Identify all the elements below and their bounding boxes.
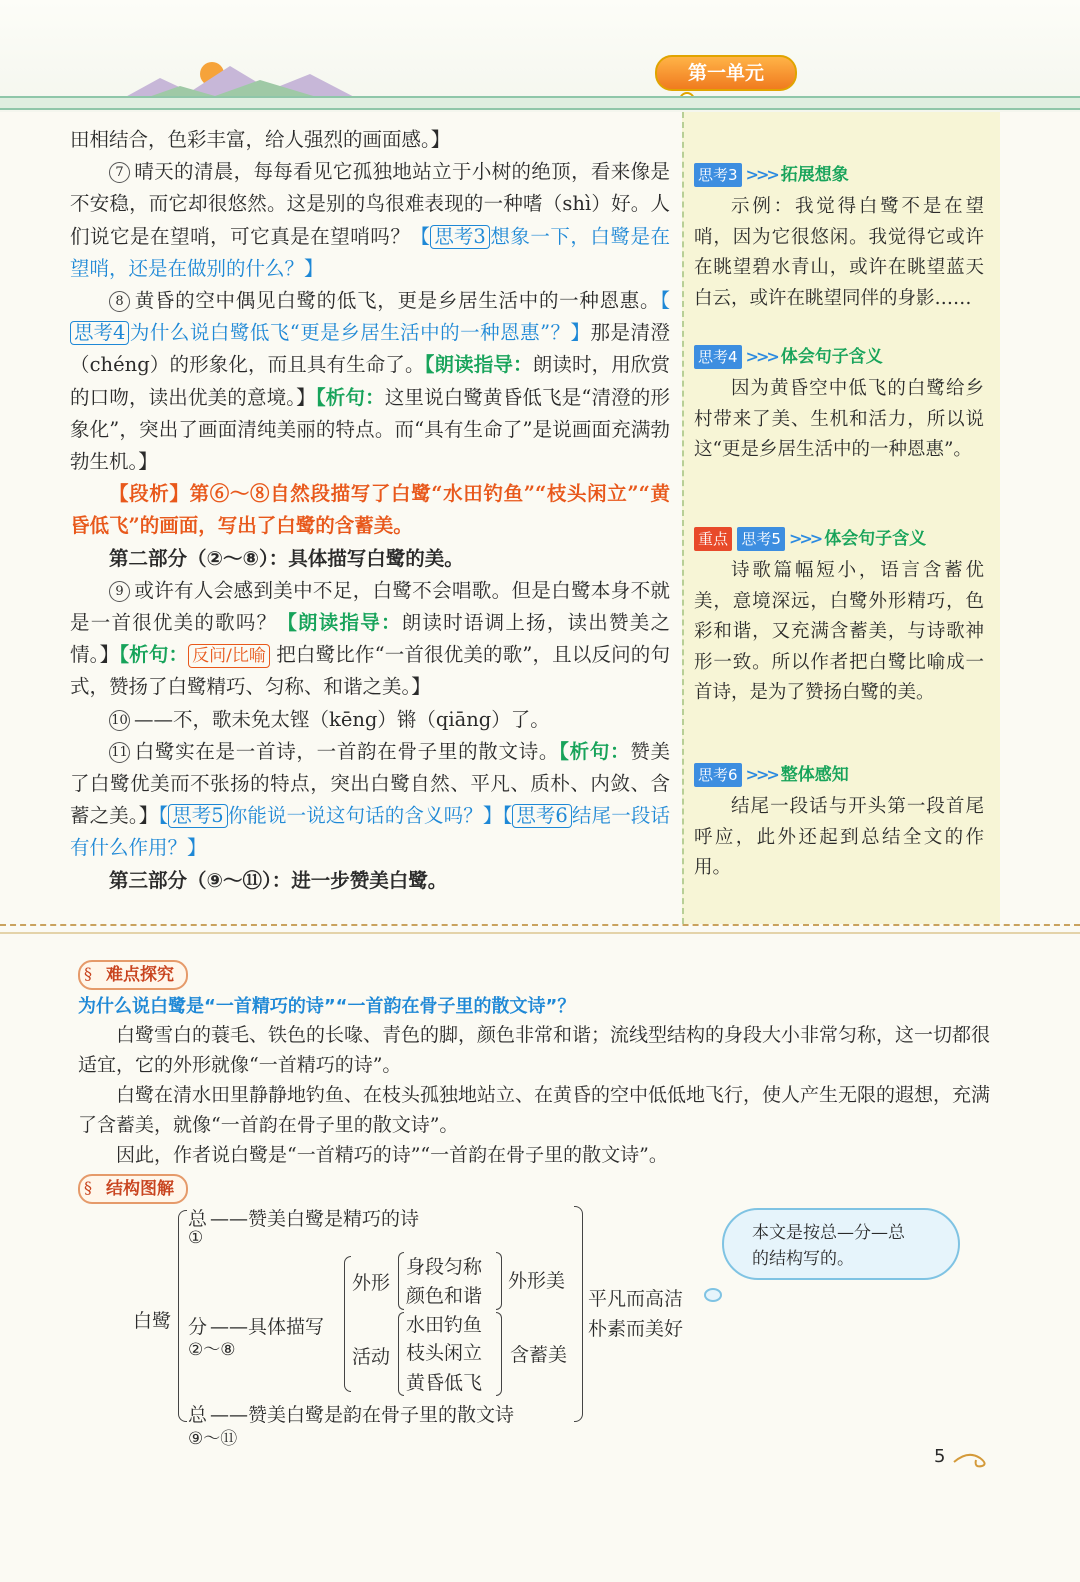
tip-line: 本文是按总—分—总 bbox=[752, 1223, 905, 1243]
tree-brace bbox=[496, 1252, 502, 1310]
think-tag: 思考3 bbox=[694, 163, 742, 187]
tree-brace bbox=[344, 1256, 351, 1392]
tree-yanse: 颜色和谐 bbox=[406, 1285, 483, 1307]
tree-waixingmei: 外形美 bbox=[508, 1270, 566, 1292]
paragraph-text: 白鹭实在是一首诗，一首韵在骨子里的散文诗。 bbox=[134, 739, 560, 763]
paragraph-number: 8 bbox=[109, 291, 130, 312]
reading-guide-text: 朗读时，用欣赏的口吻，读出优美的意境。】 bbox=[70, 353, 670, 409]
tree-xianli: 枝头闲立 bbox=[406, 1342, 483, 1364]
scroll-icon: § bbox=[84, 1178, 92, 1197]
arrows-icon: >>> bbox=[788, 529, 821, 548]
part-3-summary: 第三部分（⑨～⑪）：进一步赞美白鹭。 bbox=[109, 868, 448, 892]
part-2-summary: 第二部分（②～⑧）：具体描写白鹭的美。 bbox=[109, 546, 464, 570]
arrows-icon: >>> bbox=[745, 347, 777, 366]
tree-brace bbox=[178, 1210, 187, 1422]
analysis-label: 【析句： bbox=[559, 739, 631, 763]
paragraph-number: 10 bbox=[109, 710, 130, 731]
arrows-icon: >>> bbox=[745, 165, 777, 184]
note-body: 诗歌篇幅短小，语言含蓄优美，意境深远，白鹭外形精巧，色彩和谐，又充满含蓄美，与诗歌神形一致。所以作者把白鹭比喻成一首诗，是为了赞扬白鹭的美。 bbox=[694, 560, 984, 703]
paragraph-text: 黄昏的空中偶见白鹭的低飞，更是乡居生活中的一种恩惠。 bbox=[134, 289, 661, 313]
tree-zong-2-paras: ⑨～⑪ bbox=[188, 1429, 238, 1449]
answer-paragraph: 白鹭雪白的蓑毛、铁色的长喙、青色的脚，颜色非常和谐；流线型结构的身段大小非常匀称，这一切都很适宜，它的外形就像“一首精巧的诗”。 bbox=[78, 1024, 991, 1076]
tree-waixing: 外形 bbox=[352, 1272, 391, 1294]
think-tag: 思考4 bbox=[694, 345, 742, 369]
think-tag: 思考3 bbox=[430, 225, 489, 249]
swirl-icon bbox=[952, 1448, 994, 1468]
section-analysis-text: 第⑥～⑧自然段描写了白鹭“水田钓鱼”“枝头闲立”“黄昏低飞”的画面，写出了白鹭的含蓄美。 bbox=[70, 482, 670, 538]
tree-brace bbox=[398, 1312, 404, 1396]
rhetoric-tag: 反问/比喻 bbox=[188, 644, 270, 668]
paragraph-number: 9 bbox=[109, 581, 130, 602]
analysis-text: 把白鹭比作“一首很优美的歌”，且以反问的句式，赞扬了白鹭精巧、匀称、和谐之美。】 bbox=[70, 643, 670, 699]
analysis-label: 【析句： bbox=[119, 643, 189, 667]
tree-result-1: 平凡而高洁 bbox=[588, 1288, 684, 1310]
tree-zong-1-para: ① bbox=[188, 1228, 204, 1248]
unit-badge: 第一单元 bbox=[655, 55, 797, 91]
paragraph-text: 或许有人会感到美中不足，白鹭不会唱歌。但是白鹭本身不就是一首很优美的歌吗？ bbox=[70, 578, 670, 635]
tree-difei: 黄昏低飞 bbox=[406, 1372, 483, 1394]
key-point-tag: 重点 bbox=[694, 527, 732, 551]
think-tag: 思考5 bbox=[737, 527, 785, 551]
think-6-prompt: 【 思考6 结尾一段话有什么作用？】 bbox=[70, 804, 670, 860]
analysis-text: 这里说白鹭黄昏低飞是“清澄的形象化”，突出了画面清纯美丽的特点。而“具有生命了”是说画面充满勃勃生机。】 bbox=[70, 385, 670, 474]
tree-root: 白鹭 bbox=[133, 1310, 172, 1332]
tree-brace bbox=[398, 1252, 404, 1310]
think-text: 想象一下，白鹭是在望哨，还是在做别的什么？】 bbox=[70, 224, 670, 280]
section-analysis-label: 【段析】 bbox=[109, 482, 190, 506]
think-3-prompt: 【 思考3 想象一下，白鹭是在望哨，还是在做别的什么？】 bbox=[70, 224, 670, 280]
think-tag: 思考6 bbox=[512, 804, 571, 828]
think-4-prompt: 【思考4 为什么说白鹭低飞“更是乡居生活中的一种恩惠”？】 bbox=[70, 289, 670, 344]
reading-guide-text: 朗读时语调上扬，读出赞美之情。】 bbox=[70, 611, 670, 667]
reading-guide-label: 【朗读指导： bbox=[424, 353, 533, 377]
note-title: 体会句子含义 bbox=[780, 347, 883, 367]
tree-diaoyu: 水田钓鱼 bbox=[406, 1314, 483, 1336]
note-body: 因为黄昏空中低飞的白鹭给乡村带来了美、生机和活力，所以说这“更是乡居生活中的一种恩惠”。 bbox=[694, 378, 984, 460]
tree-zong-1: 总 bbox=[188, 1208, 208, 1230]
bubble-tail-icon bbox=[704, 1288, 722, 1302]
reading-guide-label: 【朗读指导： bbox=[277, 611, 402, 635]
paragraph-text: ——不，歌未免太铿（kēng）锵（qiāng）了。 bbox=[134, 707, 550, 731]
structure-label: 结构图解 bbox=[78, 1174, 188, 1204]
tree-hanxumei: 含蓄美 bbox=[510, 1344, 568, 1366]
tree-zong-1-text: ——赞美白鹭是精巧的诗 bbox=[210, 1208, 420, 1230]
difficulty-label: 难点探究 bbox=[78, 960, 188, 990]
tree-fen: 分 bbox=[188, 1316, 208, 1338]
page-number: 5 bbox=[934, 1446, 946, 1467]
tree-zong-2-text: ——赞美白鹭是韵在骨子里的散文诗 bbox=[210, 1404, 515, 1426]
tree-result-2: 朴素而美好 bbox=[588, 1318, 684, 1340]
think-text: 你能说一说这句话的含义吗？】 bbox=[227, 804, 503, 828]
answer-paragraph: 因此，作者说白鹭是“一首精巧的诗”“一首韵在骨子里的散文诗”。 bbox=[116, 1144, 668, 1166]
note-body: 结尾一段话与开头第一段首尾呼应，此外还起到总结全文的作用。 bbox=[694, 796, 984, 878]
note-title: 拓展想象 bbox=[780, 165, 849, 185]
note-body: 示例：我觉得白鹭不是在望哨，因为它很悠闲。我觉得它或许在眺望碧水青山，或许在眺望蓝天白云，或许在眺望同伴的身影…… bbox=[694, 196, 984, 309]
think-tag: 思考4 bbox=[70, 321, 129, 345]
tip-line: 的结构写的。 bbox=[752, 1249, 854, 1269]
paragraph-text: 晴天的清晨，每每看见它孤独地站立于小树的绝顶，看来像是不安稳，而它却很悠然。这是别的鸟很难表现的一种嗜（shì）好。人们说它是在望哨，可它真是在望哨吗？ bbox=[70, 160, 670, 248]
think-5-prompt: 【 思考5 你能说一说这句话的含义吗？】 bbox=[158, 804, 503, 828]
tip-bubble bbox=[722, 1208, 960, 1280]
analysis-text: 赞美了白鹭优美而不张扬的特点，突出白鹭自然、平凡、质朴、内敛、含蓄之美。】 bbox=[70, 739, 670, 828]
paragraph-text: 那是清澄（chéng）的形象化，而且具有生命了。 bbox=[70, 321, 670, 377]
tree-fen-text: ——具体描写 bbox=[210, 1316, 325, 1338]
arrows-icon: >>> bbox=[745, 765, 777, 784]
paragraph-number: 11 bbox=[109, 742, 130, 763]
answer-paragraph: 白鹭在清水田里静静地钓鱼、在枝头孤独地站立、在黄昏的空中低低地飞行，使人产生无限的遐想，充满了含蓄美，就像“一首韵在骨子里的散文诗”。 bbox=[78, 1084, 991, 1136]
note-title: 体会句子含义 bbox=[824, 529, 927, 549]
tree-shenduan: 身段匀称 bbox=[406, 1256, 483, 1278]
note-title: 整体感知 bbox=[780, 765, 849, 785]
difficulty-question: 为什么说白鹭是“一首精巧的诗”“一首韵在骨子里的散文诗”？ bbox=[78, 996, 576, 1017]
think-tag: 思考5 bbox=[168, 804, 227, 828]
tree-brace bbox=[574, 1206, 583, 1422]
analysis-label: 【析句： bbox=[315, 385, 385, 409]
tree-huodong: 活动 bbox=[352, 1346, 391, 1368]
think-text: 为什么说白鹭低飞“更是乡居生活中的一种恩惠”？】 bbox=[129, 321, 591, 345]
tree-zong-2: 总 bbox=[188, 1404, 208, 1426]
tree-fen-paras: ②～⑧ bbox=[188, 1340, 236, 1360]
scroll-icon: § bbox=[84, 964, 92, 983]
paragraph-text: 田相结合，色彩丰富，给人强烈的画面感。】 bbox=[70, 128, 451, 151]
think-text: 结尾一段话有什么作用？】 bbox=[70, 804, 670, 860]
think-tag: 思考6 bbox=[694, 763, 742, 787]
paragraph-number: 7 bbox=[109, 162, 130, 183]
tree-brace bbox=[496, 1312, 502, 1396]
